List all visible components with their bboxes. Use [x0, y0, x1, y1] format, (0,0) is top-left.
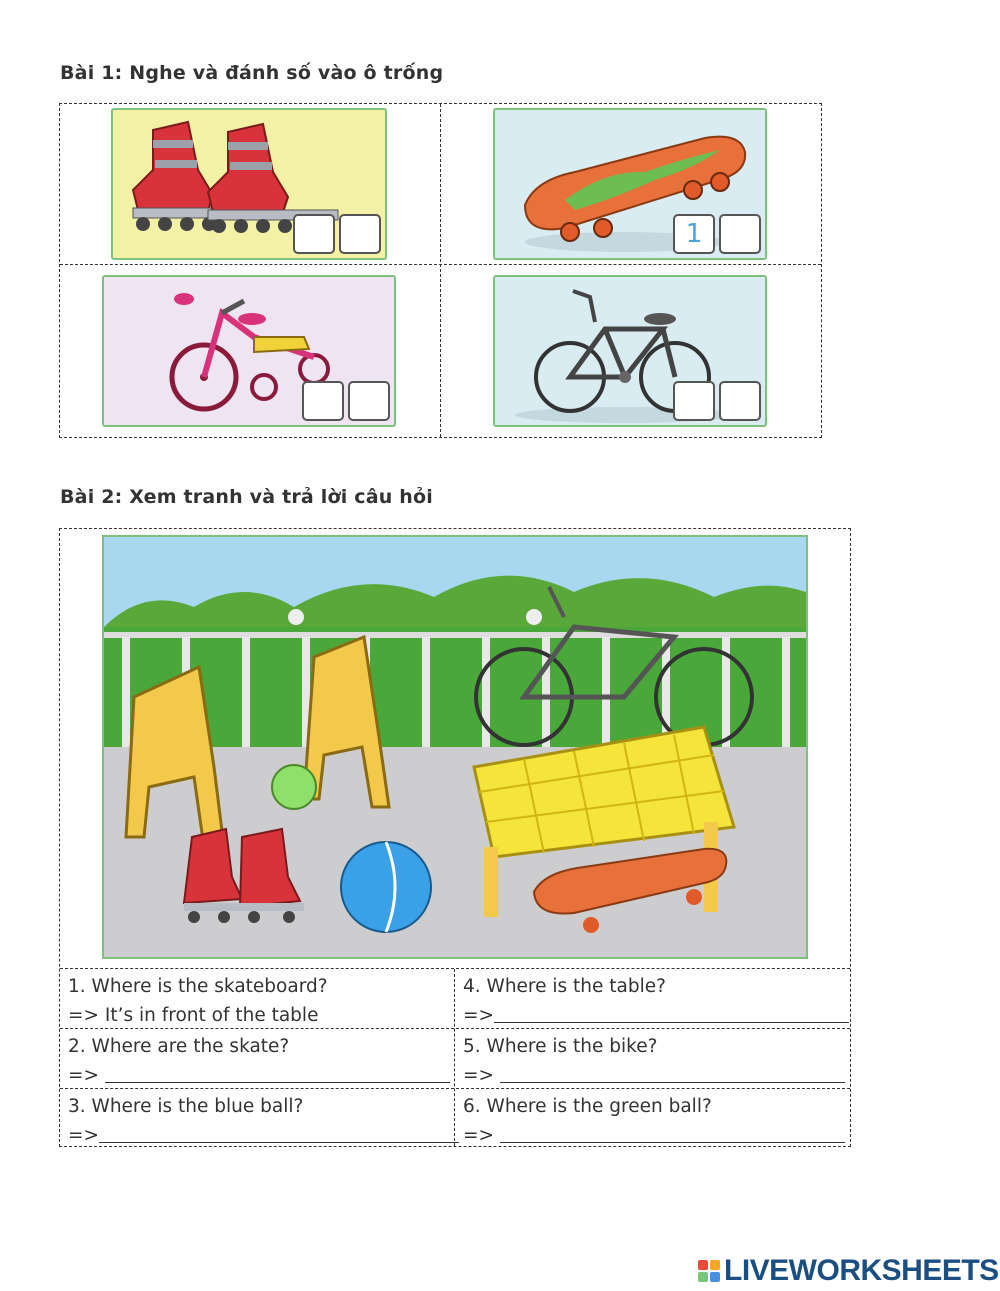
- question-cell: [455, 969, 850, 1029]
- answer-input[interactable]: [494, 1001, 849, 1023]
- bicycle-card: [493, 275, 767, 427]
- answer-input[interactable]: [500, 1121, 845, 1143]
- answer-prefix: =>: [68, 1065, 105, 1086]
- number-box[interactable]: 1: [673, 214, 715, 254]
- number-box[interactable]: [293, 214, 335, 254]
- answer-row: [463, 1061, 842, 1090]
- answer-input[interactable]: [105, 1061, 450, 1083]
- answer-row: [463, 1001, 842, 1030]
- exercise1-grid: [59, 103, 822, 438]
- tricycle-card: [102, 275, 396, 427]
- exercise2-grid: [59, 528, 851, 1147]
- logo-text: LIVEWORKSHEETS: [724, 1254, 999, 1287]
- answer-input[interactable]: [99, 1121, 459, 1143]
- park-scene-image: [104, 537, 806, 957]
- question-text: 4. Where is the table?: [463, 976, 666, 997]
- answer-prefix: =>: [463, 1125, 500, 1146]
- number-box[interactable]: [348, 381, 390, 421]
- logo-square: [710, 1272, 720, 1282]
- number-box[interactable]: [339, 214, 381, 254]
- answer-row: [68, 1121, 447, 1150]
- logo-icon: [698, 1260, 720, 1282]
- number-box[interactable]: [719, 214, 761, 254]
- answer-prefix: =>: [68, 1125, 100, 1146]
- question-text: 3. Where is the blue ball?: [68, 1096, 304, 1117]
- question-text: 5. Where is the bike?: [463, 1036, 658, 1057]
- answer-prefix: =>: [463, 1065, 500, 1086]
- question-table: [60, 968, 850, 1146]
- number-box[interactable]: [719, 381, 761, 421]
- logo-square: [710, 1260, 720, 1270]
- question-cell: [60, 969, 455, 1029]
- answer-input[interactable]: [500, 1061, 845, 1083]
- answer-prefix: =>: [68, 1005, 105, 1026]
- number-box[interactable]: [673, 381, 715, 421]
- answer-prefix: =>: [463, 1005, 495, 1026]
- exercise2-heading: Bài 2: Xem tranh và trả lời câu hỏi: [60, 486, 433, 508]
- skateboard-card: [493, 108, 767, 260]
- grid-divider: [440, 104, 441, 437]
- question-cell: [455, 1029, 850, 1089]
- question-text: 2. Where are the skate?: [68, 1036, 290, 1057]
- number-box[interactable]: [302, 381, 344, 421]
- roller-skates-card: [111, 108, 387, 260]
- question-cell: [455, 1089, 850, 1149]
- grid-divider: [60, 264, 821, 265]
- question-text: 1. Where is the skateboard?: [68, 976, 328, 997]
- park-scene: [102, 535, 808, 959]
- liveworksheets-logo: [698, 1254, 999, 1288]
- answer-row: [68, 1001, 447, 1030]
- answer-text[interactable]: It’s in front of the table: [104, 1005, 319, 1026]
- answer-row: [463, 1121, 842, 1150]
- exercise1-heading: Bài 1: Nghe và đánh số vào ô trống: [60, 62, 444, 84]
- logo-square: [698, 1272, 708, 1282]
- question-cell: [60, 1029, 455, 1089]
- question-cell: [60, 1089, 455, 1149]
- logo-square: [698, 1260, 708, 1270]
- answer-row: [68, 1061, 447, 1090]
- question-text: 6. Where is the green ball?: [463, 1096, 712, 1117]
